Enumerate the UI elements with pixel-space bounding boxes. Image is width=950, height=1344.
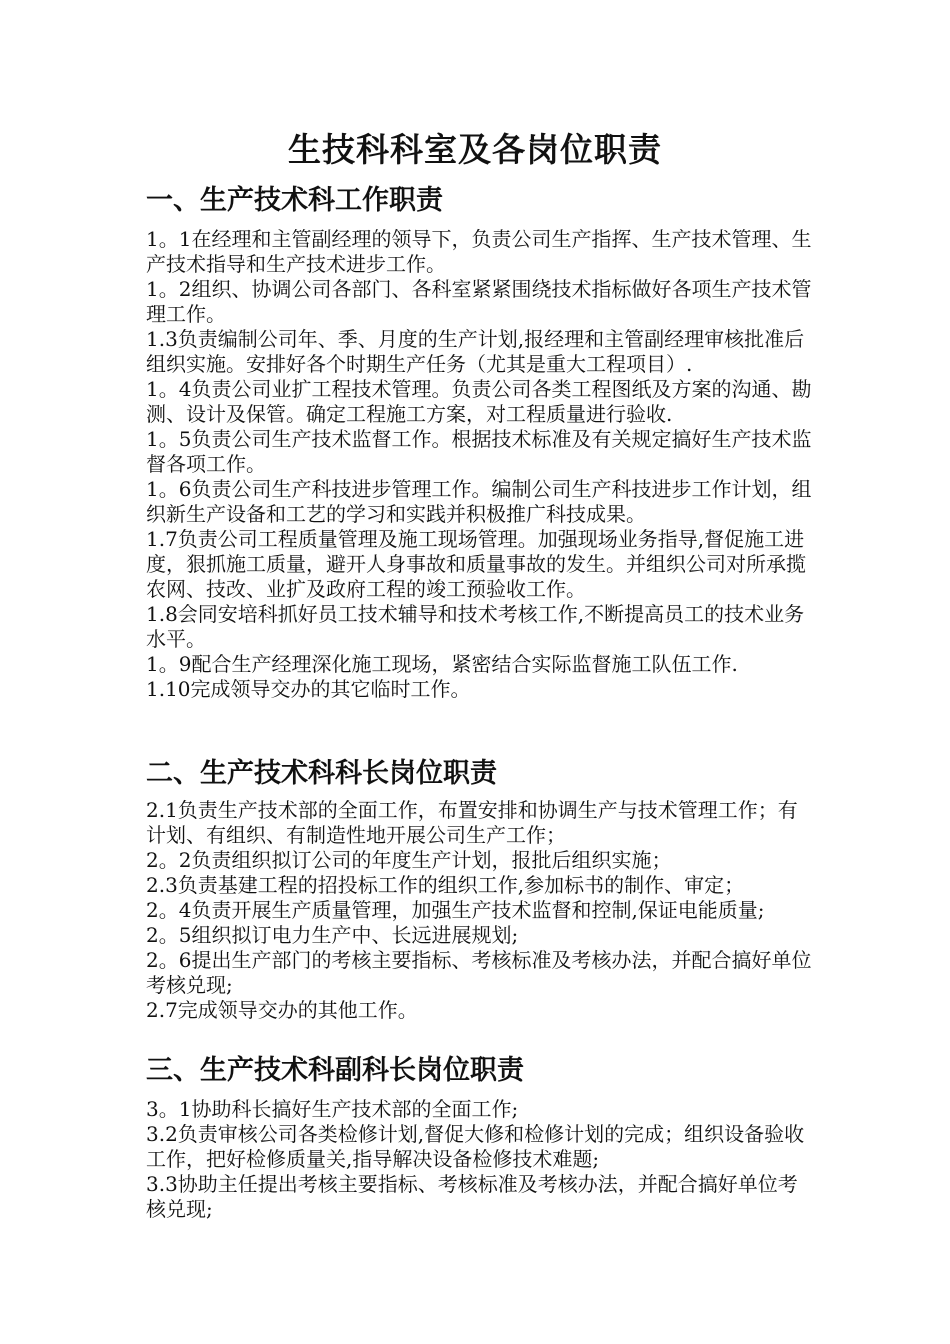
paragraph: 2。5组织拟订电力生产中、长远进展规划; [146, 923, 519, 947]
paragraph: 1.10完成领导交办的其它临时工作。 [146, 677, 471, 701]
paragraph: 1。6负责公司生产科技进步管理工作。编制公司生产科技进步工作计划，组织新生产设备和工艺的学习和实践并积极推广科技成果。 [146, 477, 812, 526]
paragraph: 1。4负责公司业扩工程技术管理。负责公司各类工程图纸及方案的沟通、勘测、设计及保管。确定工程施工方案，对工程质量进行验收. [146, 377, 812, 426]
section-heading-3: 三、生产技术科副科长岗位职责 [146, 1055, 524, 1086]
paragraph: 3。1协助科长搞好生产技术部的全面工作; [146, 1097, 519, 1121]
section-body-1 [146, 227, 816, 702]
paragraph: 2.1负责生产技术部的全面工作，布置安排和协调生产与技术管理工作；有计划、有组织、有制造性地开展公司生产工作； [146, 798, 798, 847]
paragraph: 1。5负责公司生产技术监督工作。根据技术标准及有关规定搞好生产技术监督各项工作。 [146, 427, 812, 476]
paragraph: 3.3协助主任提出考核主要指标、考核标准及考核办法，并配合搞好单位考核兑现; [146, 1172, 798, 1221]
paragraph: 3.2负责审核公司各类检修计划,督促大修和检修计划的完成；组织设备验收工作，把好检修质量关,指导解决设备检修技术难题; [146, 1122, 805, 1171]
paragraph: 1.8会同安培科抓好员工技术辅导和技术考核工作,不断提高员工的技术业务水平。 [146, 602, 805, 651]
section-heading-1: 一、生产技术科工作职责 [146, 185, 443, 216]
document-title: 生技科科室及各岗位职责 [288, 130, 662, 169]
paragraph: 2。6提出生产部门的考核主要指标、考核标准及考核办法，并配合搞好单位考核兑现; [146, 948, 812, 997]
paragraph: 2.7完成领导交办的其他工作。 [146, 998, 418, 1022]
paragraph: 1。9配合生产经理深化施工现场，紧密结合实际监督施工队伍工作. [146, 652, 738, 676]
paragraph: 2。4负责开展生产质量管理，加强生产技术监督和控制,保证电能质量; [146, 898, 765, 922]
paragraph: 1。2组织、协调公司各部门、各科室紧紧围绕技术指标做好各项生产技术管理工作。 [146, 277, 812, 326]
section-heading-2: 二、生产技术科科长岗位职责 [146, 758, 497, 789]
paragraph: 1。1在经理和主管副经理的领导下，负责公司生产指挥、生产技术管理、生产技术指导和生产技术进步工作。 [146, 227, 812, 276]
paragraph: 1.3负责编制公司年、季、月度的生产计划,报经理和主管副经理审核批准后组织实施。安排好各个时期生产任务（尤其是重大工程项目）. [146, 327, 805, 376]
paragraph: 1.7负责公司工程质量管理及施工现场管理。加强现场业务指导,督促施工进度，狠抓施工质量，避开人身事故和质量事故的发生。并组织公司对所承揽农网、技改、业扩及政府工程的竣工预验收工作。 [146, 527, 806, 601]
section-body-3 [146, 1097, 816, 1222]
section-body-2 [146, 798, 816, 1023]
paragraph: 2.3负责基建工程的招投标工作的组织工作,参加标书的制作、审定； [146, 873, 745, 897]
paragraph: 2。2负责组织拟订公司的年度生产计划，报批后组织实施； [146, 848, 672, 872]
